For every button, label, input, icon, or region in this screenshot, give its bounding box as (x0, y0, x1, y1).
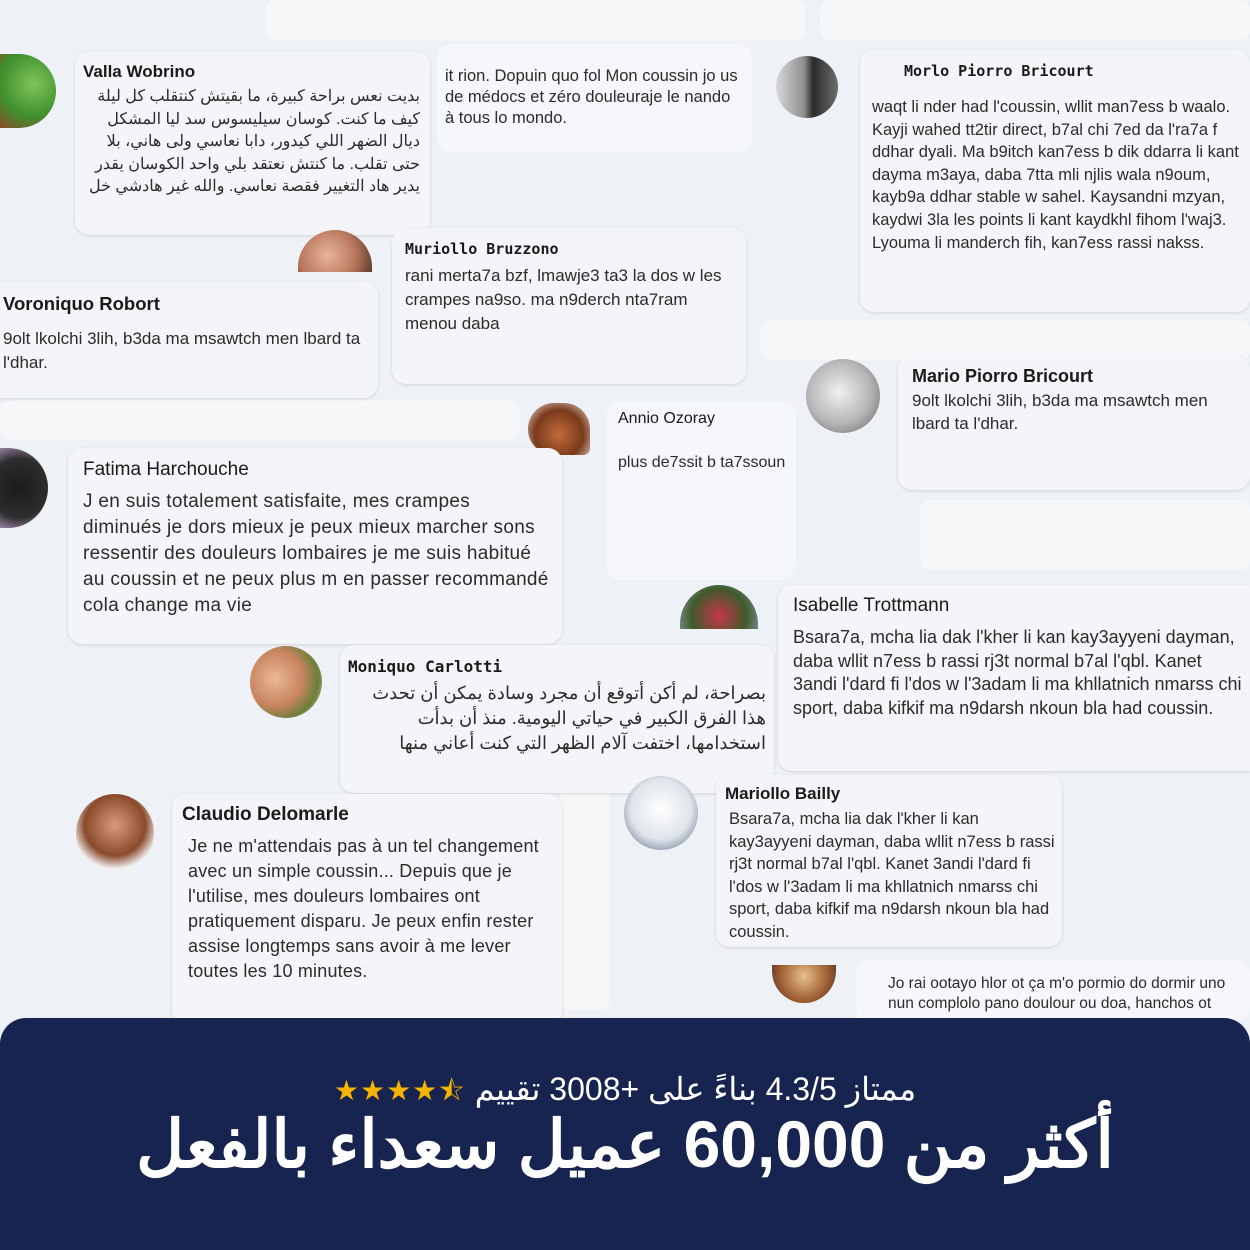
reviewer-name: Annio Ozoray (618, 410, 715, 427)
review-text: it rion. Dopuin quo fol Mon coussin jo us de médocs et zéro douleuraje le nando à tous lo mondo. (445, 67, 738, 127)
review-text: Jo rai ootayo hlor ot ça m'o pormio do dormir uno nun complolo pano doulour ou doa, hanchos ot (888, 975, 1226, 1012)
review-card (437, 44, 752, 152)
reviewer-name: Muriollo Bruzzono (405, 240, 559, 258)
review-card (0, 282, 378, 398)
avatar (76, 794, 154, 872)
review-text: 9olt lkolchi 3lih, b3da ma msawtch men lbard ta l'dhar. (3, 329, 361, 372)
review-text: Bsara7a, mcha lia dak l'kher li kan kay3ayyeni dayman, daba wllit n7ess b rassi rj3t normal b7al l'qbl. Kanet 3andi l'dard fi l'dos w l'3adam li ma khllatnich nmarss chi sport, daba kifkif ma n9darsh nkoun bla had coussin. (793, 627, 1242, 718)
star-rating-icon: ★★★★⯪ (333, 1075, 466, 1106)
review-text: plus de7ssit b ta7ssoun (618, 454, 786, 471)
review-card (172, 794, 562, 1024)
review-card (392, 228, 746, 384)
review-card (860, 50, 1250, 312)
review-text: 9olt lkolchi 3lih, b3da ma msawtch men lbard ta l'dhar. (912, 391, 1208, 433)
reviewer-name: Morlo Piorro Bricourt (904, 62, 1094, 80)
avatar (776, 56, 838, 118)
reviewer-name: Claudio Delomarle (182, 804, 349, 825)
review-card (340, 645, 774, 793)
review-text: بديت نعس براحة كبيرة، ما بقيتش كنتقلب كل ليلة كيف ما كنت. كوسان سيليسوس سد ليا المشكل ديال الضهر اللي كيدور، دابا نعاسي ولى هاني، بلا حتى تقلب. ما كنتش نعتقد بلي واحد الكوسان يقدر يدير هاد التغيير فقصة نعاسي. والله غير هادشي خل (88, 88, 420, 196)
avatar (772, 965, 836, 1003)
review-card (75, 52, 430, 235)
bg-tile (820, 0, 1250, 40)
review-text: rani merta7a bzf, lmawje3 ta3 la dos w les crampes na9so. ma n9derch nta7ram menou daba (405, 266, 722, 333)
reviewer-name: Valla Wobrino (83, 62, 196, 81)
avatar (680, 585, 758, 629)
review-text: waqt li nder had l'coussin, wllit man7ess b waalo. Kayji wahed tt2tir direct, b7al chi 7ed da l'ra7a f ddhar dyali. Ma b9itch kan7ess b dik ddarra li kant dayma m3aya, daba 7tta mli njlis wala n9oum, kayb9a ddhar stable w sahel. Kaysandni mzyan, kaydwi 3la les points li kant kaydkhl fihom l'waj3. Lyouma li manderch fih, kan7ess rassi nakss. (872, 98, 1239, 252)
reviewer-name: Mario Piorro Bricourt (912, 366, 1094, 386)
headline: أكثر من 60,000 عميل سعداء بالفعل (136, 1107, 1114, 1181)
avatar (0, 448, 48, 528)
bg-tile (920, 500, 1250, 570)
review-text: بصراحة، لم أكن أتوقع أن مجرد وسادة يمكن أن تحدث هذا الفرق الكبير في حياتي اليومية. منذ أن بدأت استخدامها، اختفت آلام الظهر التي كنت أعاني منها (372, 683, 766, 753)
avatar (806, 359, 880, 433)
review-text: J en suis totalement satisfaite, mes crampes diminués je dors mieux je peux mieux marcher sons ressentir des douleurs lombaires je me suis habitué au coussin et ne peux plus m en passer recommandé cola change ma vie (83, 491, 549, 616)
reviewer-name: Isabelle Trottmann (793, 595, 950, 616)
bg-tile (0, 400, 520, 440)
rating-text: ممتاز 4.3/5 بناءً على +3008 تقييم (474, 1071, 917, 1107)
review-text: Je ne m'attendais pas à un tel changement avec un simple coussin... Depuis que je l'utilise, mes douleurs lombaires ont pratiquement disparu. Je peux enfin rester assise longtemps sans avoir à me lever toutes les 10 minutes. (188, 836, 539, 981)
reviewer-name: Mariollo Bailly (725, 784, 841, 803)
bg-tile (760, 320, 1250, 360)
avatar (0, 54, 56, 128)
avatar (298, 230, 372, 272)
reviewer-name: Voroniquo Robort (3, 293, 160, 314)
reviewer-name: Moniquo Carlotti (348, 657, 503, 676)
review-card (898, 356, 1250, 490)
review-card (606, 402, 796, 580)
bg-tile (560, 770, 610, 1010)
review-card (778, 585, 1250, 771)
avatar (250, 646, 322, 718)
review-card (856, 960, 1250, 1022)
review-text: Bsara7a, mcha lia dak l'kher li kan kay3ayyeni dayman, daba wllit n7ess b rassi rj3t normal b7al l'qbl. Kanet 3andi l'dard fi l'dos w l'3adam li ma khllatnich nmarss chi sport, daba kifkif ma n9darsh nkoun bla had coussin. (729, 810, 1055, 941)
footer-banner (0, 1018, 1250, 1250)
review-card (716, 775, 1062, 947)
review-card (68, 448, 562, 644)
avatar (624, 776, 698, 850)
bg-tile (265, 0, 805, 40)
reviewer-name: Fatima Harchouche (83, 459, 249, 480)
